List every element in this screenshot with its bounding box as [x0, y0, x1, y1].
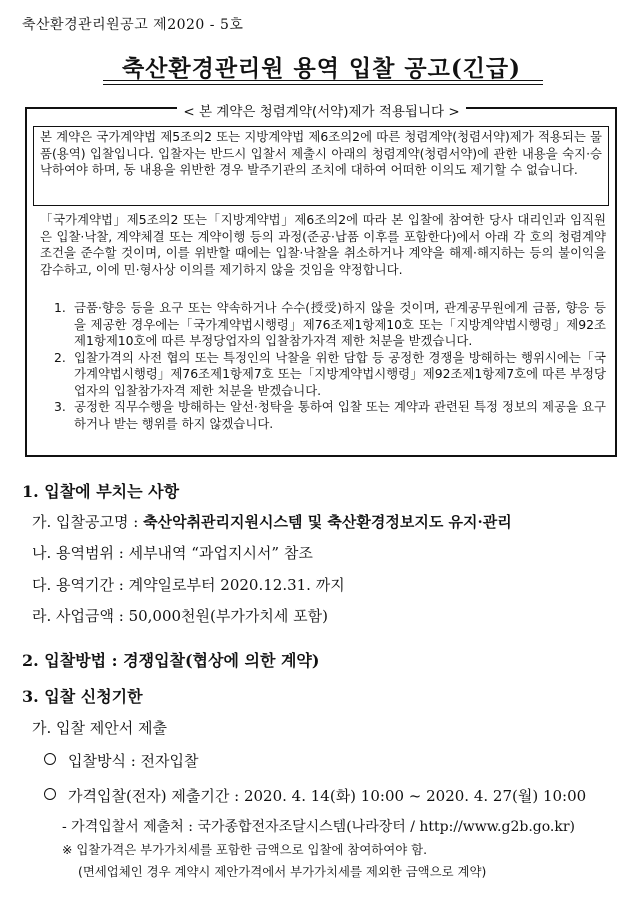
tax-exempt-note: (면세업체인 경우 계약시 제안가격에서 부가가치세를 제외한 금액으로 계약) [78, 864, 487, 879]
circle-bullet-icon [44, 753, 56, 765]
pledge-item-text: 공정한 직무수행을 방해하는 알선·청탁을 통하여 입찰 또는 계약과 관련된 특정 정보의 제공을 요구하거나 받는 행위를 하지 않겠습니다. [74, 399, 606, 431]
pledge-item-number: 1. [54, 300, 66, 315]
bid-notice-name-label: 가. 입찰공고명 : [32, 513, 139, 531]
bid-type-row [44, 750, 199, 771]
pledge-item-number: 2. [54, 349, 66, 365]
bid-method-value: 경쟁입찰(협상에 의한 계약) [123, 651, 320, 670]
title-underline-top [103, 80, 543, 81]
pledge-paragraph: 「국가계약법」제5조의2 또는「지방계약법」제6조의2에 따라 본 입찰에 참여한 당사 대리인과 임직원은 입찰·낙찰, 계약체결 또는 계약이행 등의 과정(준공·납품 이후를 포함한다)에서 아래 각 호의 청렴계약 조건을 준수할 것이며, 이를 위반할 때에는 입찰·낙찰을 취소하거나 계약을 해제·해지하는 등의 불이익을 감수하고, 이에 민·형사상 이의를 제기하지 않을 것임을 약정합니다. [40, 212, 606, 277]
service-period-row: 다. 용역기간 : 계약일로부터 2020.12.31. 까지 [32, 576, 345, 594]
bid-notice-name-row [32, 511, 512, 532]
intro-notice [33, 126, 609, 206]
vat-note: ※ 입찰가격은 부가가치세를 포함한 금액으로 입찰에 참여하여야 함. [62, 842, 428, 857]
bid-type-text: 입찰방식 : 전자입찰 [68, 752, 199, 770]
section1-heading: 1. 입찰에 부치는 사항 [22, 482, 180, 501]
submission-period-text: 가격입찰(전자) 제출기간 : 2020. 4. 14(화) 10:00 ~ 2020. 4. 27(월) 10:00 [68, 787, 587, 805]
integrity-box-title [0, 100, 643, 120]
pledge-item [40, 350, 606, 400]
submission-period-row [44, 785, 586, 806]
pledge-item-number: 3. [54, 399, 66, 414]
pledge-item [40, 399, 606, 432]
section3-heading: 3. 입찰 신청기한 [22, 687, 143, 706]
pledge-list [40, 300, 606, 432]
submission-venue-row: - 가격입찰서 제출처 : 국가종합전자조달시스템(나라장터 / http://www.g2b.go.kr) [62, 819, 576, 835]
pledge-item-text: 입찰가격의 사전 협의 또는 특정인의 낙찰을 위한 담합 등 공정한 경쟁을 방해하는 행위시에는「국가계약법시행령」제76조제1항제7호 또는「지방계약법시행령」제92조제1항제7호에 따른 부정당업자의 입찰참가자격 제한 처분을 받겠습니다. [74, 349, 606, 398]
intro-text: 본 계약은 국가계약법 제5조의2 또는 지방계약법 제6조의2에 따른 청렴계약(청렴서약)제가 적용되는 물품(용역) 입찰입니다. 입찰자는 반드시 입찰서 제출시 아래의 청렴계약(청렴서약)에 관한 내용을 숙지·승낙하여야 하며, 동 내용을 위반한 경우 발주기관의 조치에 대하여 어떠한 이의도 제기할 수 없습니다. [40, 129, 602, 177]
section2-row [22, 648, 319, 671]
proposal-submission-row: 가. 입찰 제안서 제출 [32, 719, 167, 737]
bid-method-label: 2. 입찰방법 : [22, 651, 118, 670]
notice-number: 축산환경관리원공고 제2020 - 5호 [22, 17, 244, 33]
page-title: 축산환경관리원 용역 입찰 공고(긴급) [121, 55, 522, 82]
pledge-item-text: 금품·향응 등을 요구 또는 약속하거나 수수(授受)하지 않을 것이며, 관계공무원에게 금품, 향응 등을 제공한 경우에는「국가계약법시행령」제76조제1항제10호 또는「지방계약법시행령」제92조제1항제10호에 따른 부정당업자의 입찰참가자격 제한 처분을 받겠습니다. [74, 300, 606, 348]
integrity-box-title-text: < 본 계약은 청렴계약(서약)제가 적용됩니다 > [177, 104, 465, 120]
project-amount-row: 라. 사업금액 : 50,000천원(부가가치세 포함) [32, 607, 328, 625]
bid-notice-name-value: 축산악취관리지원시스템 및 축산환경정보지도 유지·관리 [143, 513, 512, 531]
title-underline-bottom [103, 84, 543, 85]
circle-bullet-icon [44, 788, 56, 800]
service-scope-row: 나. 용역범위 : 세부내역 “과업지시서” 참조 [32, 544, 313, 562]
pledge-item [40, 300, 606, 350]
